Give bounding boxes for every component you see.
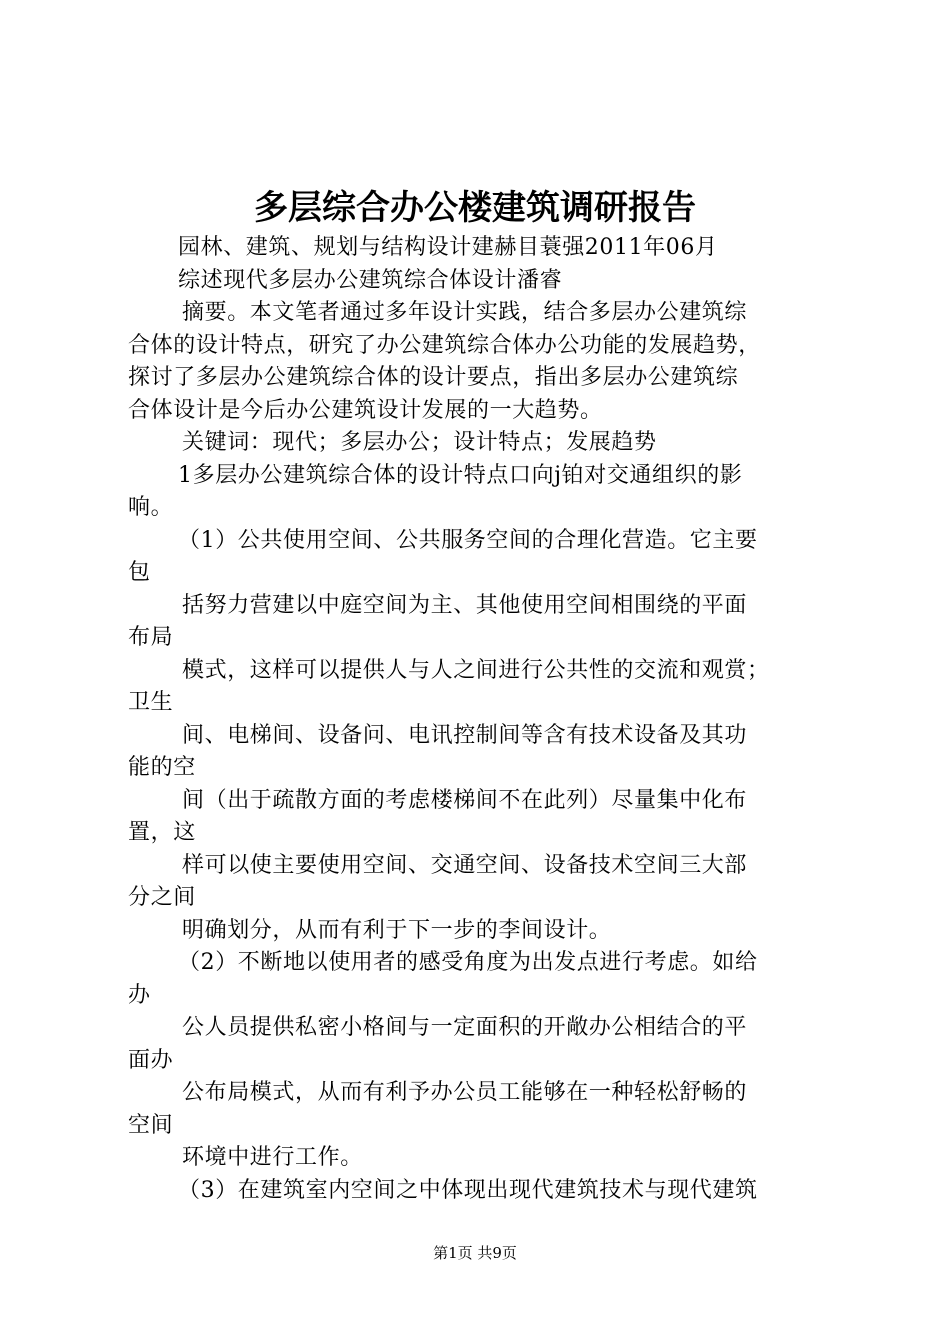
text-line: 办 — [128, 982, 151, 1008]
text-line: 置，这 — [128, 820, 196, 845]
text-line: 面办 — [128, 1047, 174, 1073]
text-line: 模式，这样可以提供人与人之间进行公共性的交流和观赏； — [182, 657, 770, 683]
text-line: （1）公共使用空间、公共服务空间的合理化营造。它主要 — [178, 527, 758, 553]
text-line: 包 — [128, 560, 151, 585]
page-footer: 第1页 共9页 — [433, 1244, 517, 1262]
text-line: （2）不断地以使用者的感受角度为出发点进行考虑。如给 — [178, 950, 758, 975]
text-line: 空间 — [128, 1112, 174, 1138]
text-line: 卫生 — [128, 690, 174, 715]
text-line: 括努力营建以中庭空间为主、其他使用空间相围绕的平面 — [182, 592, 748, 618]
text-line: 明确划分，从而有利于下一步的李间设计。 — [182, 917, 612, 943]
document-body — [128, 232, 838, 1207]
text-line: 合体的设计特点，研究了办公建筑综合体办公功能的发展趋势， — [128, 332, 761, 358]
text-line: 公布局模式，从而有利予办公员工能够在一种轻松舒畅的 — [182, 1080, 748, 1105]
text-line: 摘要。本文笔者通过多年设计实践，结合多层办公建筑综 — [182, 300, 748, 325]
text-line: 样可以使主要使用空间、交通空间、设备技术空间三大部 — [182, 852, 748, 878]
text-line: 间（出于疏散方面的考虑楼梯间不在此列）尽量集中化布 — [182, 787, 748, 813]
text-line: 能的空 — [128, 755, 196, 780]
text-line: 环境中进行工作。 — [182, 1145, 363, 1170]
text-line: 1多层办公建筑综合体的设计特点口向j铂对交通组织的影 — [178, 462, 743, 488]
text-line: 间、电梯间、设备问、电讯控制间等含有技术设备及其功 — [182, 722, 748, 748]
text-line: 合体设计是今后办公建筑设计发展的一大趋势。 — [128, 397, 603, 423]
text-line: 综述现代多层办公建筑综合体设计潘睿 — [178, 267, 563, 293]
page-title: 多层综合办公楼建筑调研报告 — [254, 188, 696, 228]
text-line: 布局 — [128, 625, 174, 650]
text-line: 响。 — [128, 495, 174, 520]
text-line: （3）在建筑室内空间之中体现出现代建筑技术与现代建筑 — [178, 1177, 758, 1203]
text-line: 园林、建筑、规划与结构设计建赫目蓑强2011年06月 — [178, 235, 718, 260]
text-line: 关键词：现代；多层办公；设计特点；发展趋势 — [182, 430, 657, 455]
text-line: 公人员提供私密小格间与一定面积的开敞办公相结合的平 — [182, 1015, 748, 1040]
text-line: 分之间 — [128, 885, 196, 910]
text-line: 探讨了多层办公建筑综合体的设计要点，指出多层办公建筑综 — [128, 365, 739, 390]
